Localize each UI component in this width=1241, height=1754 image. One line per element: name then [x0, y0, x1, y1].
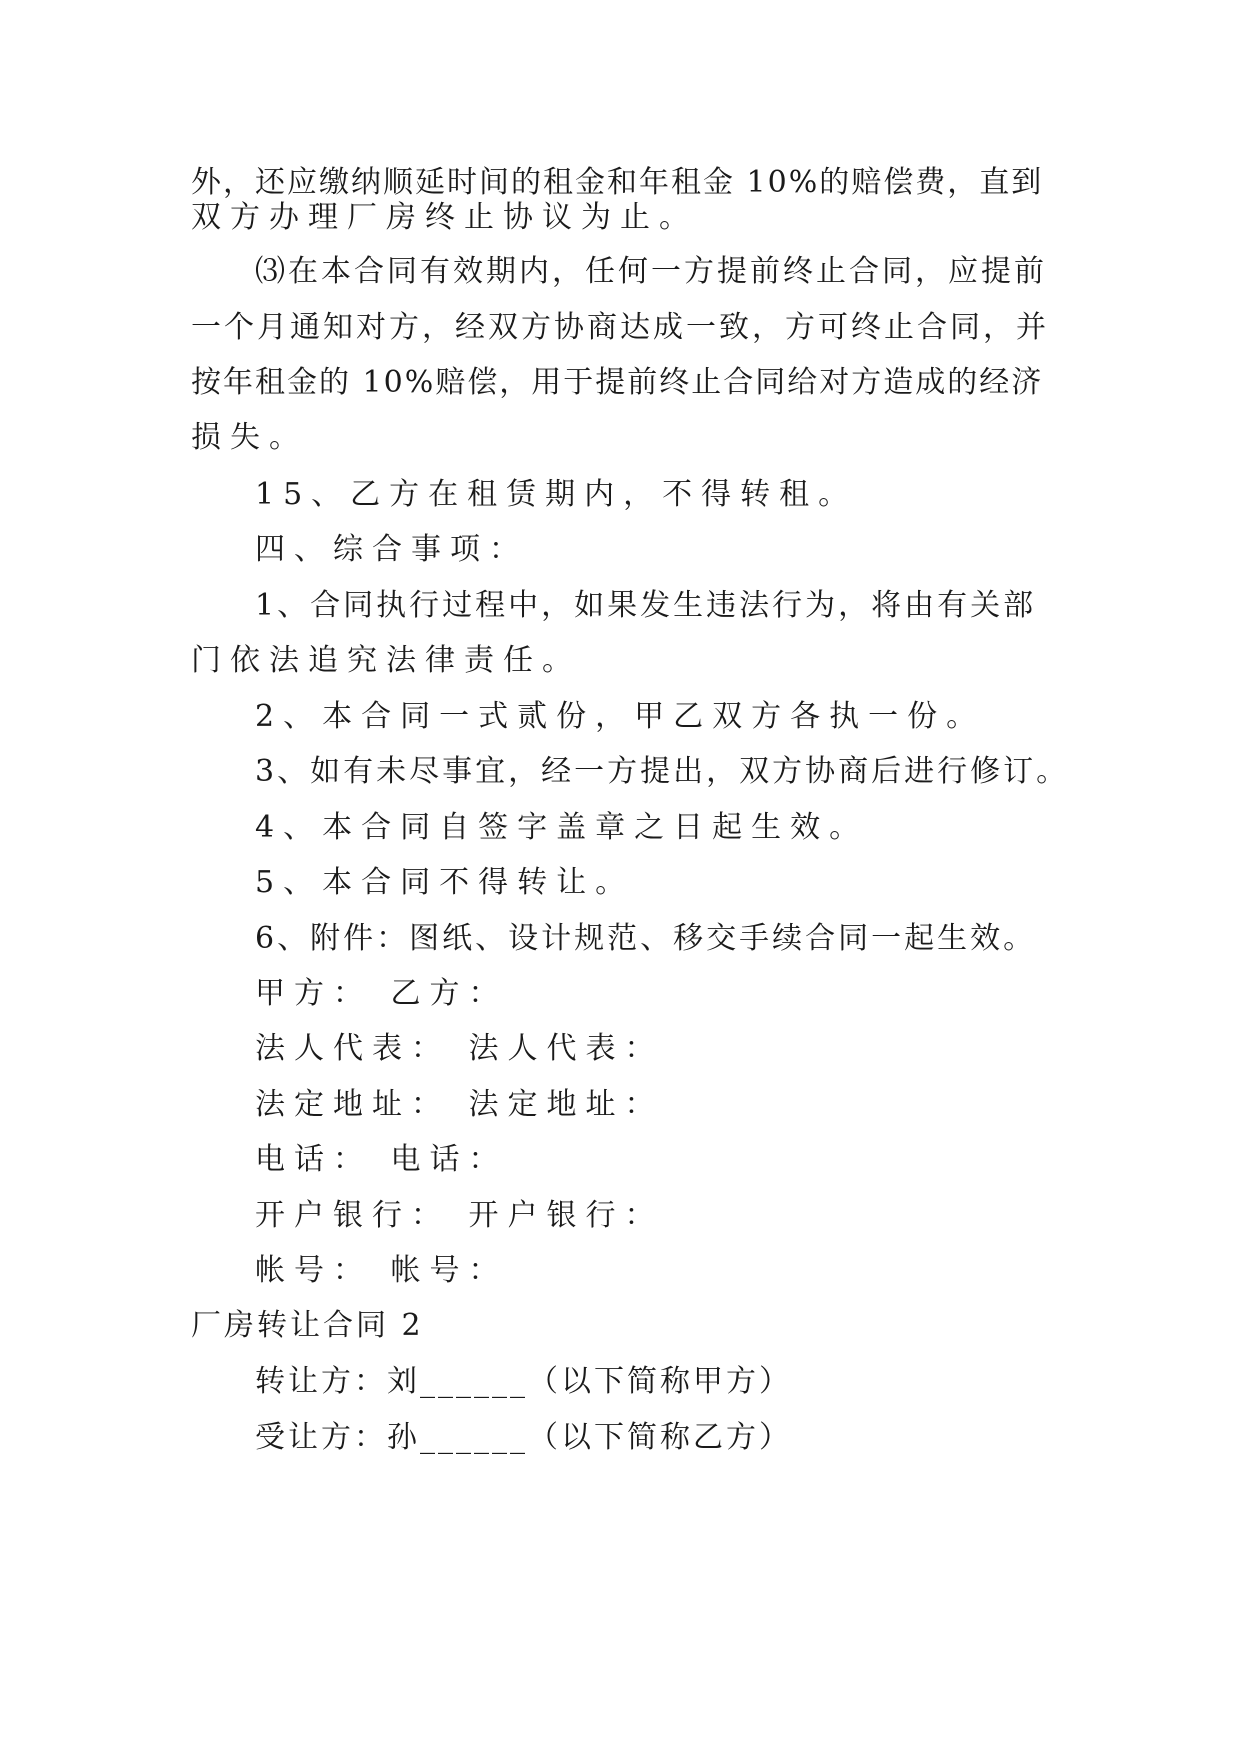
paragraph-line: 一个月通知对方，经双方协商达成一致，方可终止合同，并 — [191, 310, 1049, 345]
clause-line: 6、附件：图纸、设计规范、移交手续合同一起生效。 — [255, 921, 1037, 956]
paragraph-line: 外，还应缴纳顺延时间的租金和年租金 10%的赔偿费，直到 — [191, 165, 1044, 200]
section-heading: 四、综合事项： — [255, 532, 528, 567]
clause-line: 3、如有未尽事宜，经一方提出，双方协商后进行修订。 — [255, 754, 1070, 789]
clause-line: 2、本合同一式贰份，甲乙双方各执一份。 — [255, 699, 986, 734]
signature-account-line: 帐号： 帐号： — [255, 1253, 508, 1288]
signature-bank-line: 开户银行： 开户银行： — [255, 1198, 664, 1233]
paragraph-line: 按年租金的 10%赔偿，用于提前终止合同给对方造成的经济 — [191, 365, 1044, 400]
transferee-line: 受让方：孙______（以下简称乙方） — [255, 1420, 792, 1455]
contract-title: 厂房转让合同 2 — [191, 1308, 424, 1343]
clause-line: 5、本合同不得转让。 — [255, 865, 635, 900]
signature-legal-rep-line: 法人代表： 法人代表： — [255, 1031, 664, 1066]
signature-phone-line: 电话： 电话： — [255, 1142, 508, 1177]
signature-address-line: 法定地址： 法定地址： — [255, 1087, 664, 1122]
paragraph-line: ⑶在本合同有效期内，任何一方提前终止合同，应提前 — [255, 254, 1047, 289]
transferor-line: 转让方：刘______（以下简称甲方） — [255, 1364, 792, 1399]
clause-line: 1、合同执行过程中，如果发生违法行为，将由有关部 — [255, 588, 1037, 623]
clause-line: 15、乙方在租赁期内，不得转租。 — [255, 477, 858, 512]
signature-party-line: 甲方： 乙方： — [255, 976, 508, 1011]
clause-line: 4、本合同自签字盖章之日起生效。 — [255, 810, 869, 845]
paragraph-line: 门依法追究法律责任。 — [191, 643, 581, 678]
paragraph-line: 损失。 — [191, 420, 308, 455]
paragraph-line: 双方办理厂房终止协议为止。 — [191, 200, 698, 235]
